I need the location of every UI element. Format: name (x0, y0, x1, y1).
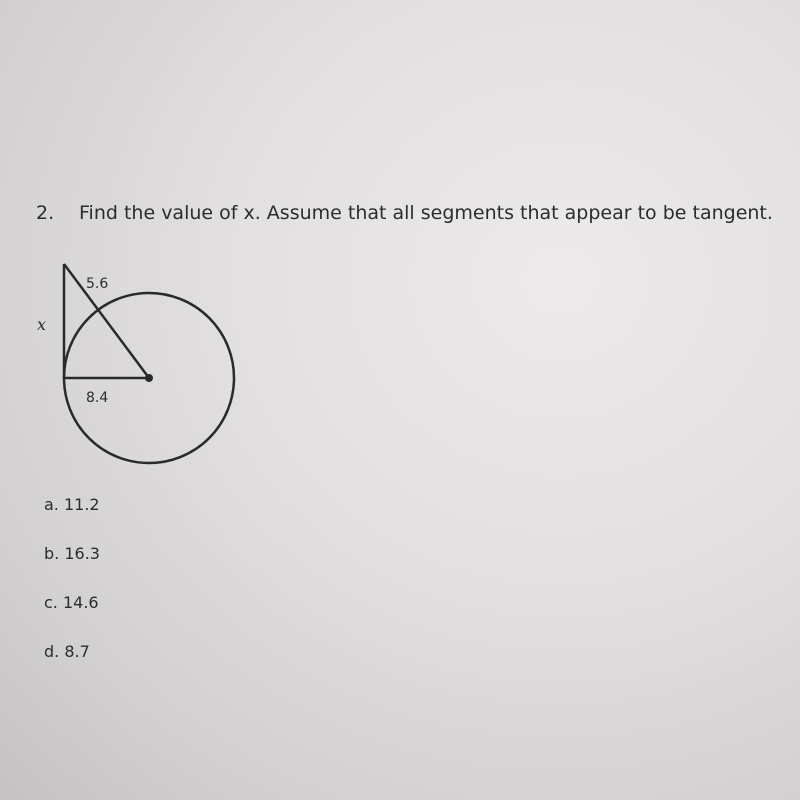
choice-d[interactable]: d. 8.7 (44, 642, 90, 661)
label-8-4: 8.4 (86, 390, 109, 406)
center-point (145, 374, 153, 382)
question-text: Find the value of x. Assume that all segments that appear to be tangent. (79, 202, 773, 224)
question-number: 2. (36, 202, 55, 224)
label-5-6: 5.6 (86, 276, 109, 292)
choice-b[interactable]: b. 16.3 (44, 544, 100, 563)
label-x: x (37, 315, 47, 334)
choice-a[interactable]: a. 11.2 (44, 495, 100, 514)
choice-c[interactable]: c. 14.6 (44, 593, 99, 612)
answer-choices (44, 494, 100, 690)
